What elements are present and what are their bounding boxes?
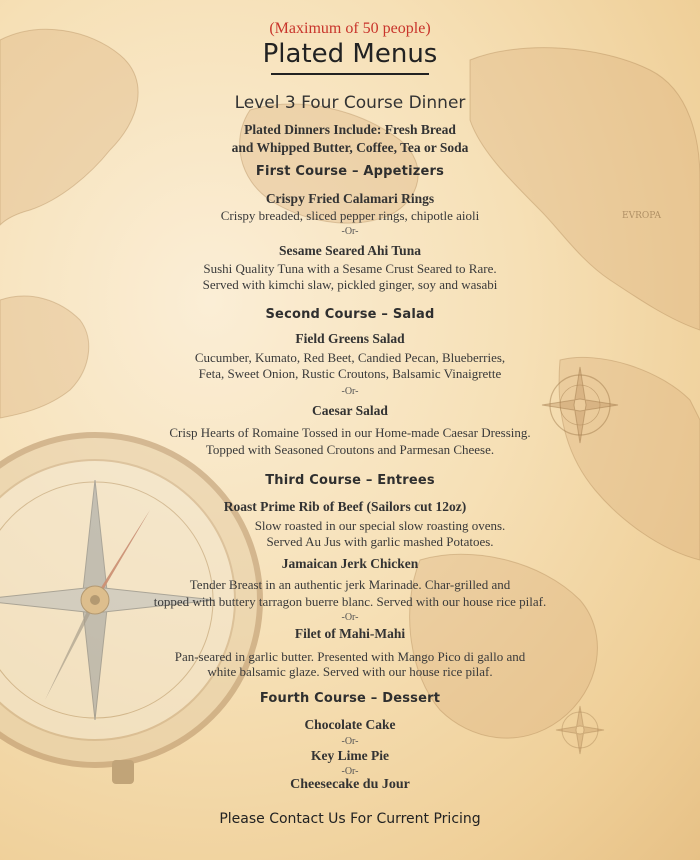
dish-name: Jamaican Jerk Chicken <box>281 556 419 571</box>
dish-name: Sesame Seared Ahi Tuna <box>279 243 421 258</box>
dish-description: Topped with Seasoned Croutons and Parmesan Cheese. <box>205 442 495 457</box>
dish-description: Crispy breaded, sliced pepper rings, chipotle aioli <box>220 208 480 223</box>
second-course-heading: Second Course – Salad <box>265 307 435 322</box>
map-label-evropa: EVROPA <box>622 211 661 221</box>
dish-name: Cheesecake du Jour <box>290 777 410 792</box>
or-separator: -Or- <box>341 766 359 777</box>
dish-description: Sushi Quality Tuna with a Sesame Crust Seared to Rare. <box>203 261 497 276</box>
dish-name: Roast Prime Rib of Beef (Sailors cut 12oz) <box>223 499 467 514</box>
dish-name: Filet of Mahi-Mahi <box>294 626 406 641</box>
dish-description: Pan-seared in garlic butter. Presented with Mango Pico di gallo and <box>174 649 526 664</box>
third-course-heading: Third Course – Entrees <box>265 473 435 488</box>
dish-description: Tender Breast in an authentic jerk Marinade. Char-grilled and <box>189 577 511 592</box>
dish-name: Crispy Fried Calamari Rings <box>265 191 435 206</box>
dish-description: Slow roasted in our special slow roasting ovens. <box>254 518 506 533</box>
or-separator: -Or- <box>341 386 359 397</box>
or-separator: -Or- <box>341 736 359 747</box>
menu-level-heading: Level 3 Four Course Dinner <box>234 93 466 113</box>
capacity-note: (Maximum of 50 people) <box>269 20 431 37</box>
first-course-heading: First Course – Appetizers <box>255 164 445 179</box>
page-title: Plated Menus <box>262 39 438 69</box>
dish-name: Key Lime Pie <box>311 748 389 763</box>
or-separator: -Or- <box>341 226 359 237</box>
dish-name: Caesar Salad <box>312 403 388 418</box>
dish-description: Served Au Jus with garlic mashed Potatoes. <box>266 534 494 549</box>
includes-line-2: and Whipped Butter, Coffee, Tea or Soda <box>231 140 469 155</box>
dish-name: Field Greens Salad <box>295 331 405 346</box>
dish-description: white balsamic glaze. Served with our house rice pilaf. <box>207 664 493 679</box>
dish-description: Crisp Hearts of Romaine Tossed in our Home-made Caesar Dressing. <box>169 425 531 440</box>
pricing-note: Please Contact Us For Current Pricing <box>219 811 481 827</box>
title-underline <box>271 73 429 75</box>
dish-description: Served with kimchi slaw, pickled ginger, soy and wasabi <box>202 277 498 292</box>
or-separator: -Or- <box>341 612 359 623</box>
fourth-course-heading: Fourth Course – Dessert <box>259 691 441 706</box>
dish-name: Chocolate Cake <box>304 717 396 732</box>
dish-description: Feta, Sweet Onion, Rustic Croutons, Balsamic Vinaigrette <box>198 366 502 381</box>
includes-line-1: Plated Dinners Include: Fresh Bread <box>244 122 456 137</box>
dish-description: Cucumber, Kumato, Red Beet, Candied Pecan, Blueberries, <box>194 350 506 365</box>
dish-description: topped with buttery tarragon buerre blanc. Served with our house rice pilaf. <box>153 594 547 609</box>
